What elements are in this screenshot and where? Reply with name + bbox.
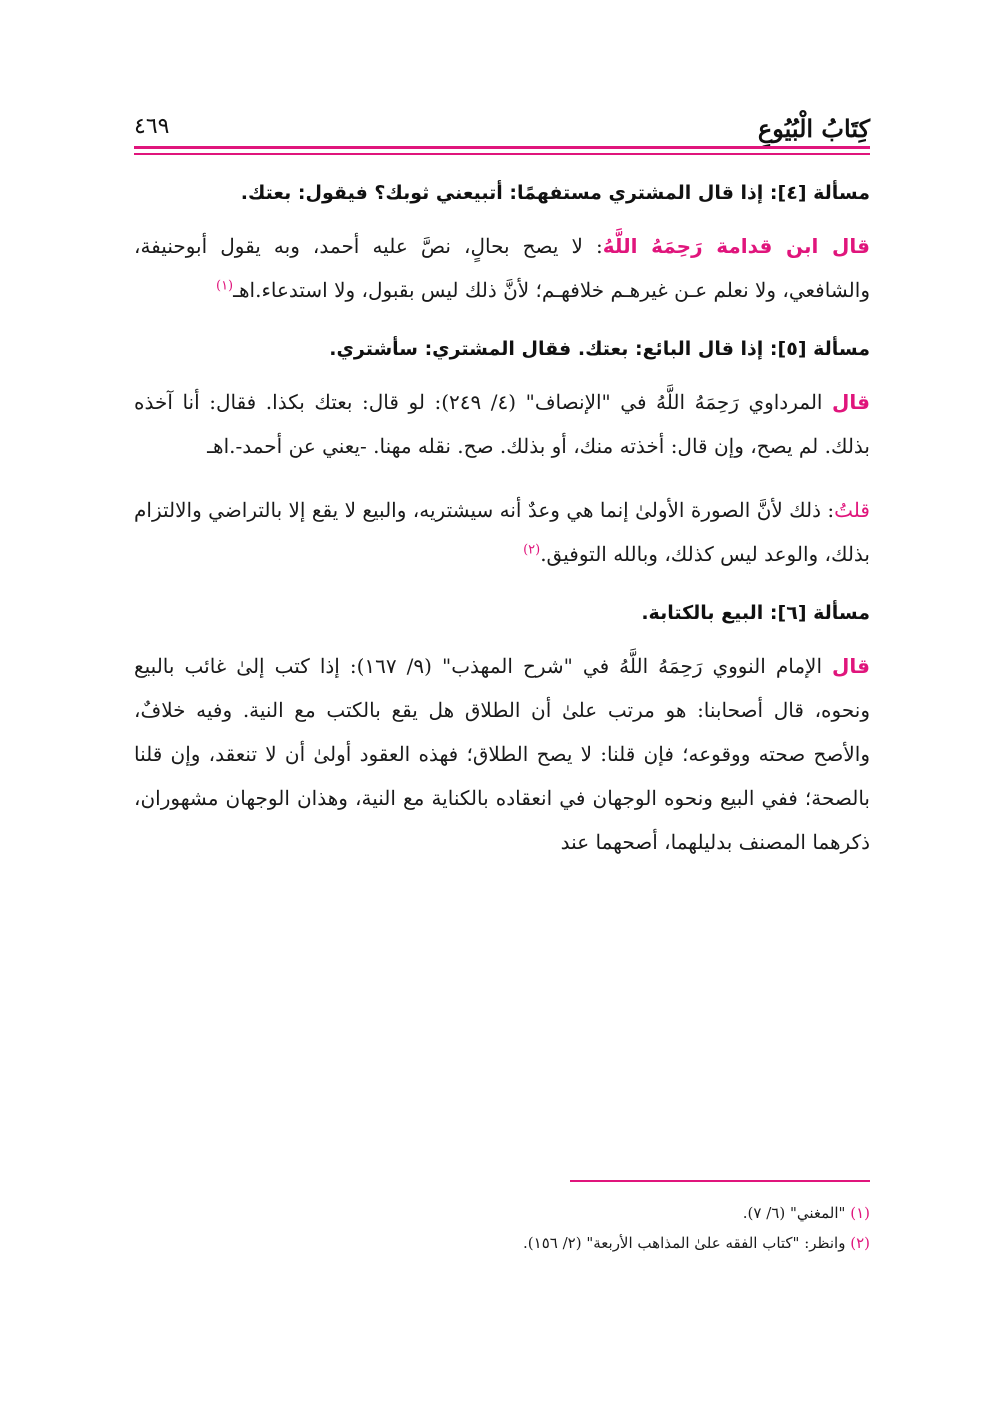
paragraph-nawawi bbox=[134, 644, 870, 864]
footnote-2 bbox=[134, 1228, 870, 1258]
paragraph-text: المرداوي رَحِمَهُ اللَّهُ في "الإنصاف" (٤/ ٢٤٩): لو قال: بعتك بكذا. فقال: أنا آخذه بذلك. لم يصح، وإن قال: أخذته منك، أو بذلك. صح. نقله مهنا. -يعني عن أحمد-.اهـ bbox=[134, 390, 870, 458]
speaker-label: قلتُ bbox=[834, 498, 870, 522]
paragraph-text: الإمام النووي رَحِمَهُ اللَّهُ في "شرح المهذب" (٩/ ١٦٧): إذا كتب إلىٰ غائب بالبيع ونحوه، قال أصحابنا: هو مرتب علىٰ أن الطلاق هل يقع بالكتب مع النية. وفيه خلافٌ، والأصح صحته ووقوعه؛ فإن قلنا: لا يصح الطلاق؛ فهذه العقود أولىٰ أن لا تنعقد، وإن قلنا بالصحة؛ ففي البيع ونحوه الوجهان في انعقاده بالكناية مع النية، وهذان الوجهان مشهوران، ذكرهما المصنف بدليلهما، أصحهما عند bbox=[134, 654, 870, 854]
main-text bbox=[134, 176, 870, 884]
speaker-label: قال ابن قدامة رَحِمَهُ اللَّهُ bbox=[602, 234, 871, 258]
footnote-number: (٢) bbox=[850, 1234, 870, 1252]
footnote-text: "المغني" (٦/ ٧). bbox=[742, 1204, 851, 1222]
page-header bbox=[134, 108, 870, 148]
footnote-ref-2[interactable]: (٢) bbox=[523, 542, 541, 558]
footnotes bbox=[134, 1198, 870, 1258]
footnote-ref-1[interactable]: (١) bbox=[215, 278, 234, 294]
paragraph-ibn-qudamah bbox=[134, 224, 870, 312]
issue-heading-4: مسألة [٤]: إذا قال المشتري مستفهمًا: أتبيعني ثوبك؟ فيقول: بعتك. bbox=[240, 182, 870, 204]
header-rule-thick bbox=[134, 146, 870, 149]
paragraph-mardawi bbox=[134, 380, 870, 468]
paragraph-text: : ذلك لأنَّ الصورة الأولىٰ إنما هي وعدٌ أنه سيشتريه، والبيع لا يقع إلا بالتراضي والالتزام بذلك، والوعد ليس كذلك، وبالله التوفيق. bbox=[134, 498, 870, 566]
issue-heading-5: مسألة [٥]: إذا قال البائع: بعتك. فقال المشتري: سأشتري. bbox=[329, 338, 870, 360]
header-rule-thin bbox=[134, 153, 870, 155]
footnote-text: وانظر: "كتاب الفقه علىٰ المذاهب الأربعة" (٢/ ١٥٦). bbox=[523, 1234, 851, 1252]
footnote-separator bbox=[570, 1180, 870, 1182]
speaker-label: قال bbox=[832, 654, 870, 678]
page-number: ٤٦٩ bbox=[134, 114, 170, 139]
chapter-title: كِتَابُ الْبُيُوعِ bbox=[757, 114, 870, 143]
footnote-1 bbox=[134, 1198, 870, 1228]
paragraph-author-comment bbox=[134, 488, 870, 576]
paragraph-text: : لا يصح بحالٍ، نصَّ عليه أحمد، وبه يقول أبوحنيفة، والشافعي، ولا نعلم عـن غيرهـم خلافهـم؛ لأنَّ ذلك ليس بقبول، ولا استدعاء.اهـ bbox=[134, 234, 870, 302]
speaker-label: قال bbox=[832, 390, 870, 414]
issue-heading-6: مسألة [٦]: البيع بالكتابة. bbox=[641, 602, 870, 624]
footnote-number: (١) bbox=[850, 1204, 870, 1222]
